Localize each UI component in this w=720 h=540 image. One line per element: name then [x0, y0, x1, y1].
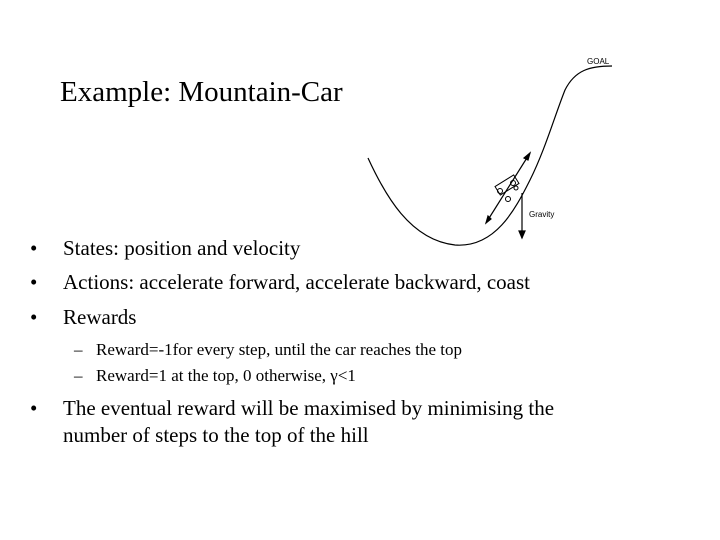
- bullet-text-line-1: The eventual reward will be maximised by minimising the: [63, 396, 555, 420]
- sub-bullet-marker: –: [74, 366, 83, 385]
- bullet-text: Rewards: [63, 305, 137, 329]
- bullet-marker: •: [30, 236, 38, 260]
- bullet-text: Actions: accelerate forward, accelerate backward, coast: [63, 270, 530, 294]
- sub-bullet-text: Reward=1 at the top, 0 otherwise, γ<1: [96, 366, 356, 385]
- sub-bullet-marker: –: [74, 340, 83, 359]
- sub-bullet-text: Reward=-1for every step, until the car reaches the top: [96, 340, 462, 359]
- goal-label: GOAL: [587, 57, 610, 66]
- bullet-marker: •: [30, 305, 38, 329]
- gravity-label: Gravity: [529, 210, 555, 219]
- slide-title: Example: Mountain-Car: [60, 76, 343, 108]
- bullet-text: States: position and velocity: [63, 236, 301, 260]
- bullet-text-line-2: number of steps to the top of the hill: [63, 423, 369, 447]
- bullet-marker: •: [30, 396, 38, 420]
- bullet-marker: •: [30, 270, 38, 294]
